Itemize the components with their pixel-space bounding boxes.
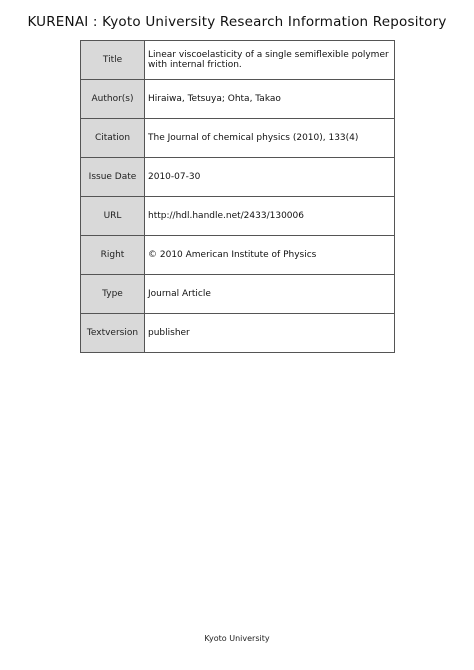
row-value-textversion: publisher [145,314,395,353]
table-row-right [81,236,395,275]
row-label-authors: Author(s) [81,80,145,119]
metadata-table [80,40,395,353]
table-row-citation [81,119,395,158]
row-value-right: © 2010 American Institute of Physics [145,236,395,275]
row-label-url: URL [81,197,145,236]
row-label-issue-date: Issue Date [81,158,145,197]
row-value-authors: Hiraiwa, Tetsuya; Ohta, Takao [145,80,395,119]
table-row-issue-date [81,158,395,197]
table-row-authors [81,80,395,119]
repository-title: KURENAI : Kyoto University Research Information Repository [27,14,447,30]
table-row-url [81,197,395,236]
row-value-citation: The Journal of chemical physics (2010), 133(4) [145,119,395,158]
row-label-title: Title [81,41,145,80]
row-label-right: Right [81,236,145,275]
row-label-textversion: Textversion [81,314,145,353]
row-value-title: Linear viscoelasticity of a single semiflexible polymer with internal friction. [145,41,395,80]
row-value-type: Journal Article [145,275,395,314]
row-value-issue-date: 2010-07-30 [145,158,395,197]
footer-text: Kyoto University [204,634,270,643]
table-row-type [81,275,395,314]
table-row-textversion [81,314,395,353]
row-label-citation: Citation [81,119,145,158]
row-value-url[interactable]: http://hdl.handle.net/2433/130006 [145,197,395,236]
table-row-title [81,41,395,80]
row-label-type: Type [81,275,145,314]
